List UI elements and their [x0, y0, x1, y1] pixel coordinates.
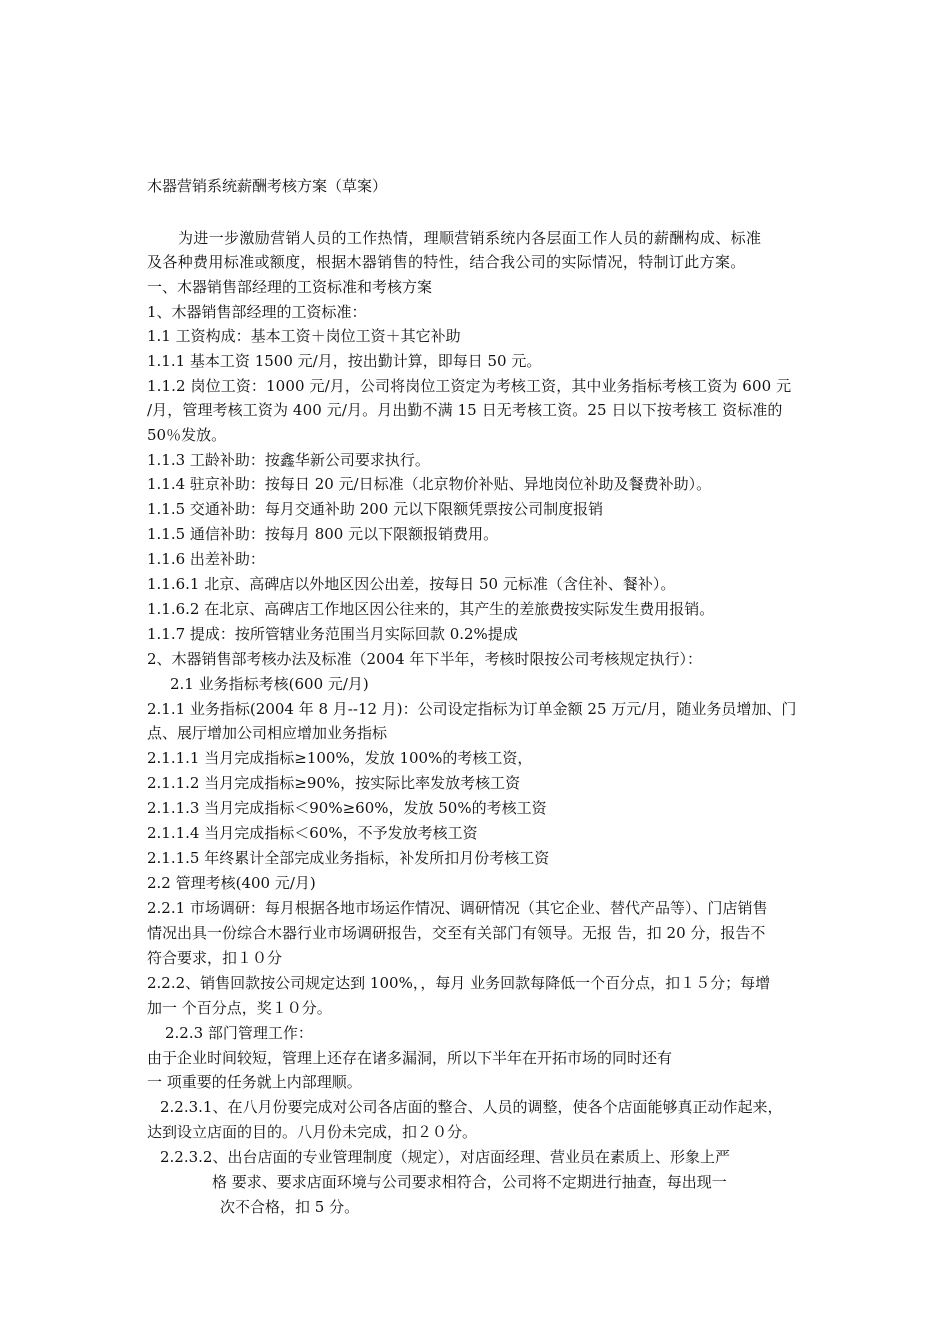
paragraph-line: 2.2.3.1、在八月份要完成对公司各店面的整合、人员的调整，使各个店面能够真正动作起来，: [160, 1098, 783, 1116]
paragraph-line: 点、展厅增加公司相应增加业务指标: [147, 724, 388, 742]
paragraph-line: 达到设立店面的目的。八月份未完成，扣２０分。: [147, 1123, 478, 1141]
paragraph-line: 2.1.1.3 当月完成指标＜90%≥60%，发放 50%的考核工资: [147, 799, 547, 817]
subsection-heading: 2.2 管理考核(400 元/月): [147, 874, 316, 892]
paragraph-line: 及各种费用标准或额度，根据木器销售的特性，结合我公司的实际情况，特制订此方案。: [147, 253, 746, 271]
subsection-heading: 1、木器销售部经理的工资标准：: [147, 303, 367, 321]
paragraph-line: 1.1.2 岗位工资：1000 元/月，公司将岗位工资定为考核工资，其中业务指标考核工资为 600 元: [147, 377, 792, 395]
paragraph-line: 1.1.6.2 在北京、高碑店工作地区因公往来的，其产生的差旅费按实际发生费用报销。: [147, 600, 715, 618]
paragraph-line: 1.1.5 通信补助：按每月 800 元以下限额报销费用。: [147, 525, 499, 543]
paragraph-line: 一 项重要的任务就上内部理顺。: [147, 1073, 362, 1091]
subsection-heading: 2.2.3 部门管理工作：: [165, 1024, 313, 1042]
document-title: 木器营销系统薪酬考核方案（草案）: [147, 177, 388, 195]
paragraph-line: 1.1.5 交通补助：每月交通补助 200 元以下限额凭票按公司制度报销: [147, 500, 604, 518]
paragraph-line: 情况出具一份综合木器行业市场调研报告，交至有关部门有领导。无报 告，扣 20 分，报告不: [147, 924, 766, 942]
paragraph-line: /月，管理考核工资为 400 元/月。月出勤不满 15 日无考核工资。25 日以下按考核工 资标准的: [147, 401, 783, 419]
paragraph-line: 50％发放。: [147, 426, 227, 444]
paragraph-line: 2.1.1.2 当月完成指标≥90%，按实际比率发放考核工资: [147, 774, 521, 792]
paragraph-line: 1.1.6 出差补助：: [147, 550, 265, 568]
subsection-heading: 2.1 业务指标考核(600 元/月): [170, 675, 369, 693]
paragraph-line: 1.1.7 提成：按所管辖业务范围当月实际回款 0.2%提成: [147, 625, 518, 643]
paragraph-line: 2.1.1.4 当月完成指标＜60%，不予发放考核工资: [147, 824, 478, 842]
paragraph-line: 格 要求、要求店面环境与公司要求相符合，公司将不定期进行抽查，每出现一: [212, 1173, 727, 1191]
paragraph-line: 由于企业时间较短，管理上还存在诸多漏洞，所以下半年在开拓市场的同时还有: [147, 1049, 673, 1067]
paragraph-line: 1.1.3 工龄补助：按鑫华新公司要求执行。: [147, 451, 430, 469]
paragraph-line: 1.1.4 驻京补助：按每日 20 元/日标准（北京物价补贴、异地岗位补助及餐费补助）。: [147, 475, 712, 493]
subsection-heading: 2、木器销售部考核办法及标准（2004 年下半年，考核时限按公司考核规定执行）：: [147, 650, 702, 668]
paragraph-line: 1.1.6.1 北京、高碑店以外地区因公出差，按每日 50 元标准（含住补、餐补）。: [147, 575, 676, 593]
paragraph-line: 2.2.3.2、出台店面的专业管理制度（规定），对店面经理、营业员在素质上、形象上严: [160, 1148, 730, 1166]
paragraph-line: 符合要求，扣１０分: [147, 949, 283, 967]
paragraph-line: 加一 个百分点，奖１０分。: [147, 999, 332, 1017]
paragraph-line: 次不合格，扣 5 分。: [220, 1198, 360, 1216]
paragraph-line: 2.2.1 市场调研：每月根据各地市场运作情况、调研情况（其它企业、替代产品等）、门店销售: [147, 899, 768, 917]
paragraph-line: 2.1.1.1 当月完成指标≥100%，发放 100%的考核工资，: [147, 749, 533, 767]
paragraph-line: 1.1.1 基本工资 1500 元/月，按出勤计算，即每日 50 元。: [147, 352, 542, 370]
paragraph-line: 2.1.1 业务指标(2004 年 8 月--12 月)：公司设定指标为订单金额 25 万元/月，随业务员增加、门: [147, 700, 797, 718]
section-heading: 一、木器销售部经理的工资标准和考核方案: [147, 278, 433, 296]
paragraph-line: 1.1 工资构成：基本工资＋岗位工资＋其它补助: [147, 327, 461, 345]
paragraph-line: 2.2.2、销售回款按公司规定达到 100%，，每月 业务回款每降低一个百分点，扣１５分；每增: [147, 974, 771, 992]
paragraph-line: 为进一步激励营销人员的工作热情，理顺营销系统内各层面工作人员的薪酬构成、标准: [178, 229, 762, 247]
paragraph-line: 2.1.1.5 年终累计全部完成业务指标，补发所扣月份考核工资: [147, 849, 550, 867]
